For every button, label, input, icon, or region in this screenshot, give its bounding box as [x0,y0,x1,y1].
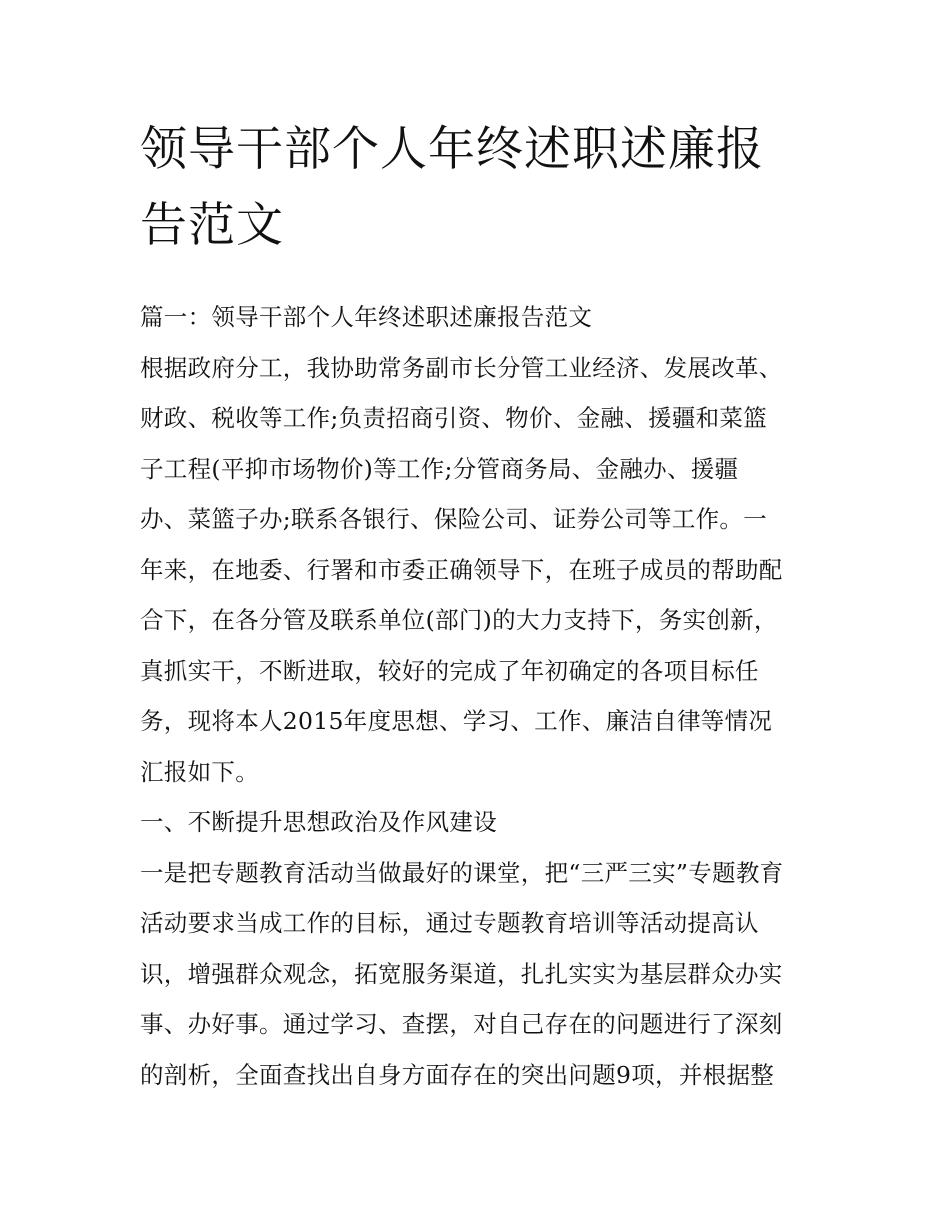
text-line: 合下，在各分管及联系单位(部门)的大力支持下，务实创新， [140,606,778,634]
text-line: 根据政府分工，我协助常务副市长分管工业经济、发展改革、 [140,353,783,382]
text-line: 务，现将本人2015年度思想、学习、工作、廉洁自律等情况 [140,707,773,735]
text-line: 年来，在地委、行署和市委正确领导下，在班子成员的帮助配 [140,555,783,584]
text-line: 办、菜篮子办;联系各银行、保险公司、证券公司等工作。一 [140,505,768,533]
section-heading: 篇一：领导干部个人年终述职述廉报告范文 [140,303,593,331]
text-line: 财政、税收等工作;负责招商引资、物价、金融、援疆和菜篮 [140,404,768,432]
text-line: 子工程(平抑市场物价)等工作;分管商务局、金融办、援疆 [140,454,739,483]
text-line: 事、办好事。通过学习、查摆，对自己存在的问题进行了深刻 [140,1010,783,1038]
section-heading: 一、不断提升思想政治及作风建设 [140,808,497,836]
text-line: 活动要求当成工作的目标，通过专题教育培训等活动提高认 [140,909,759,937]
title-line: 领导干部个人年终述职述廉报 [140,122,764,177]
document-title [140,112,820,264]
text-line: 识，增强群众观念，拓宽服务渠道，扎扎实实为基层群众办实 [140,959,783,988]
text-line: 一是把专题教育活动当做最好的课堂，把“三严三实”专题教育 [140,858,784,887]
text-line: 汇报如下。 [140,757,259,786]
document-text [140,292,820,1100]
text-line: 真抓实干，不断进取，较好的完成了年初确定的各项目标任 [140,656,759,685]
title-line: 告范文 [140,198,284,253]
text-line: 的剖析，全面查找出自身方面存在的突出问题9项，并根据整 [140,1060,775,1089]
document-body [140,112,820,1100]
